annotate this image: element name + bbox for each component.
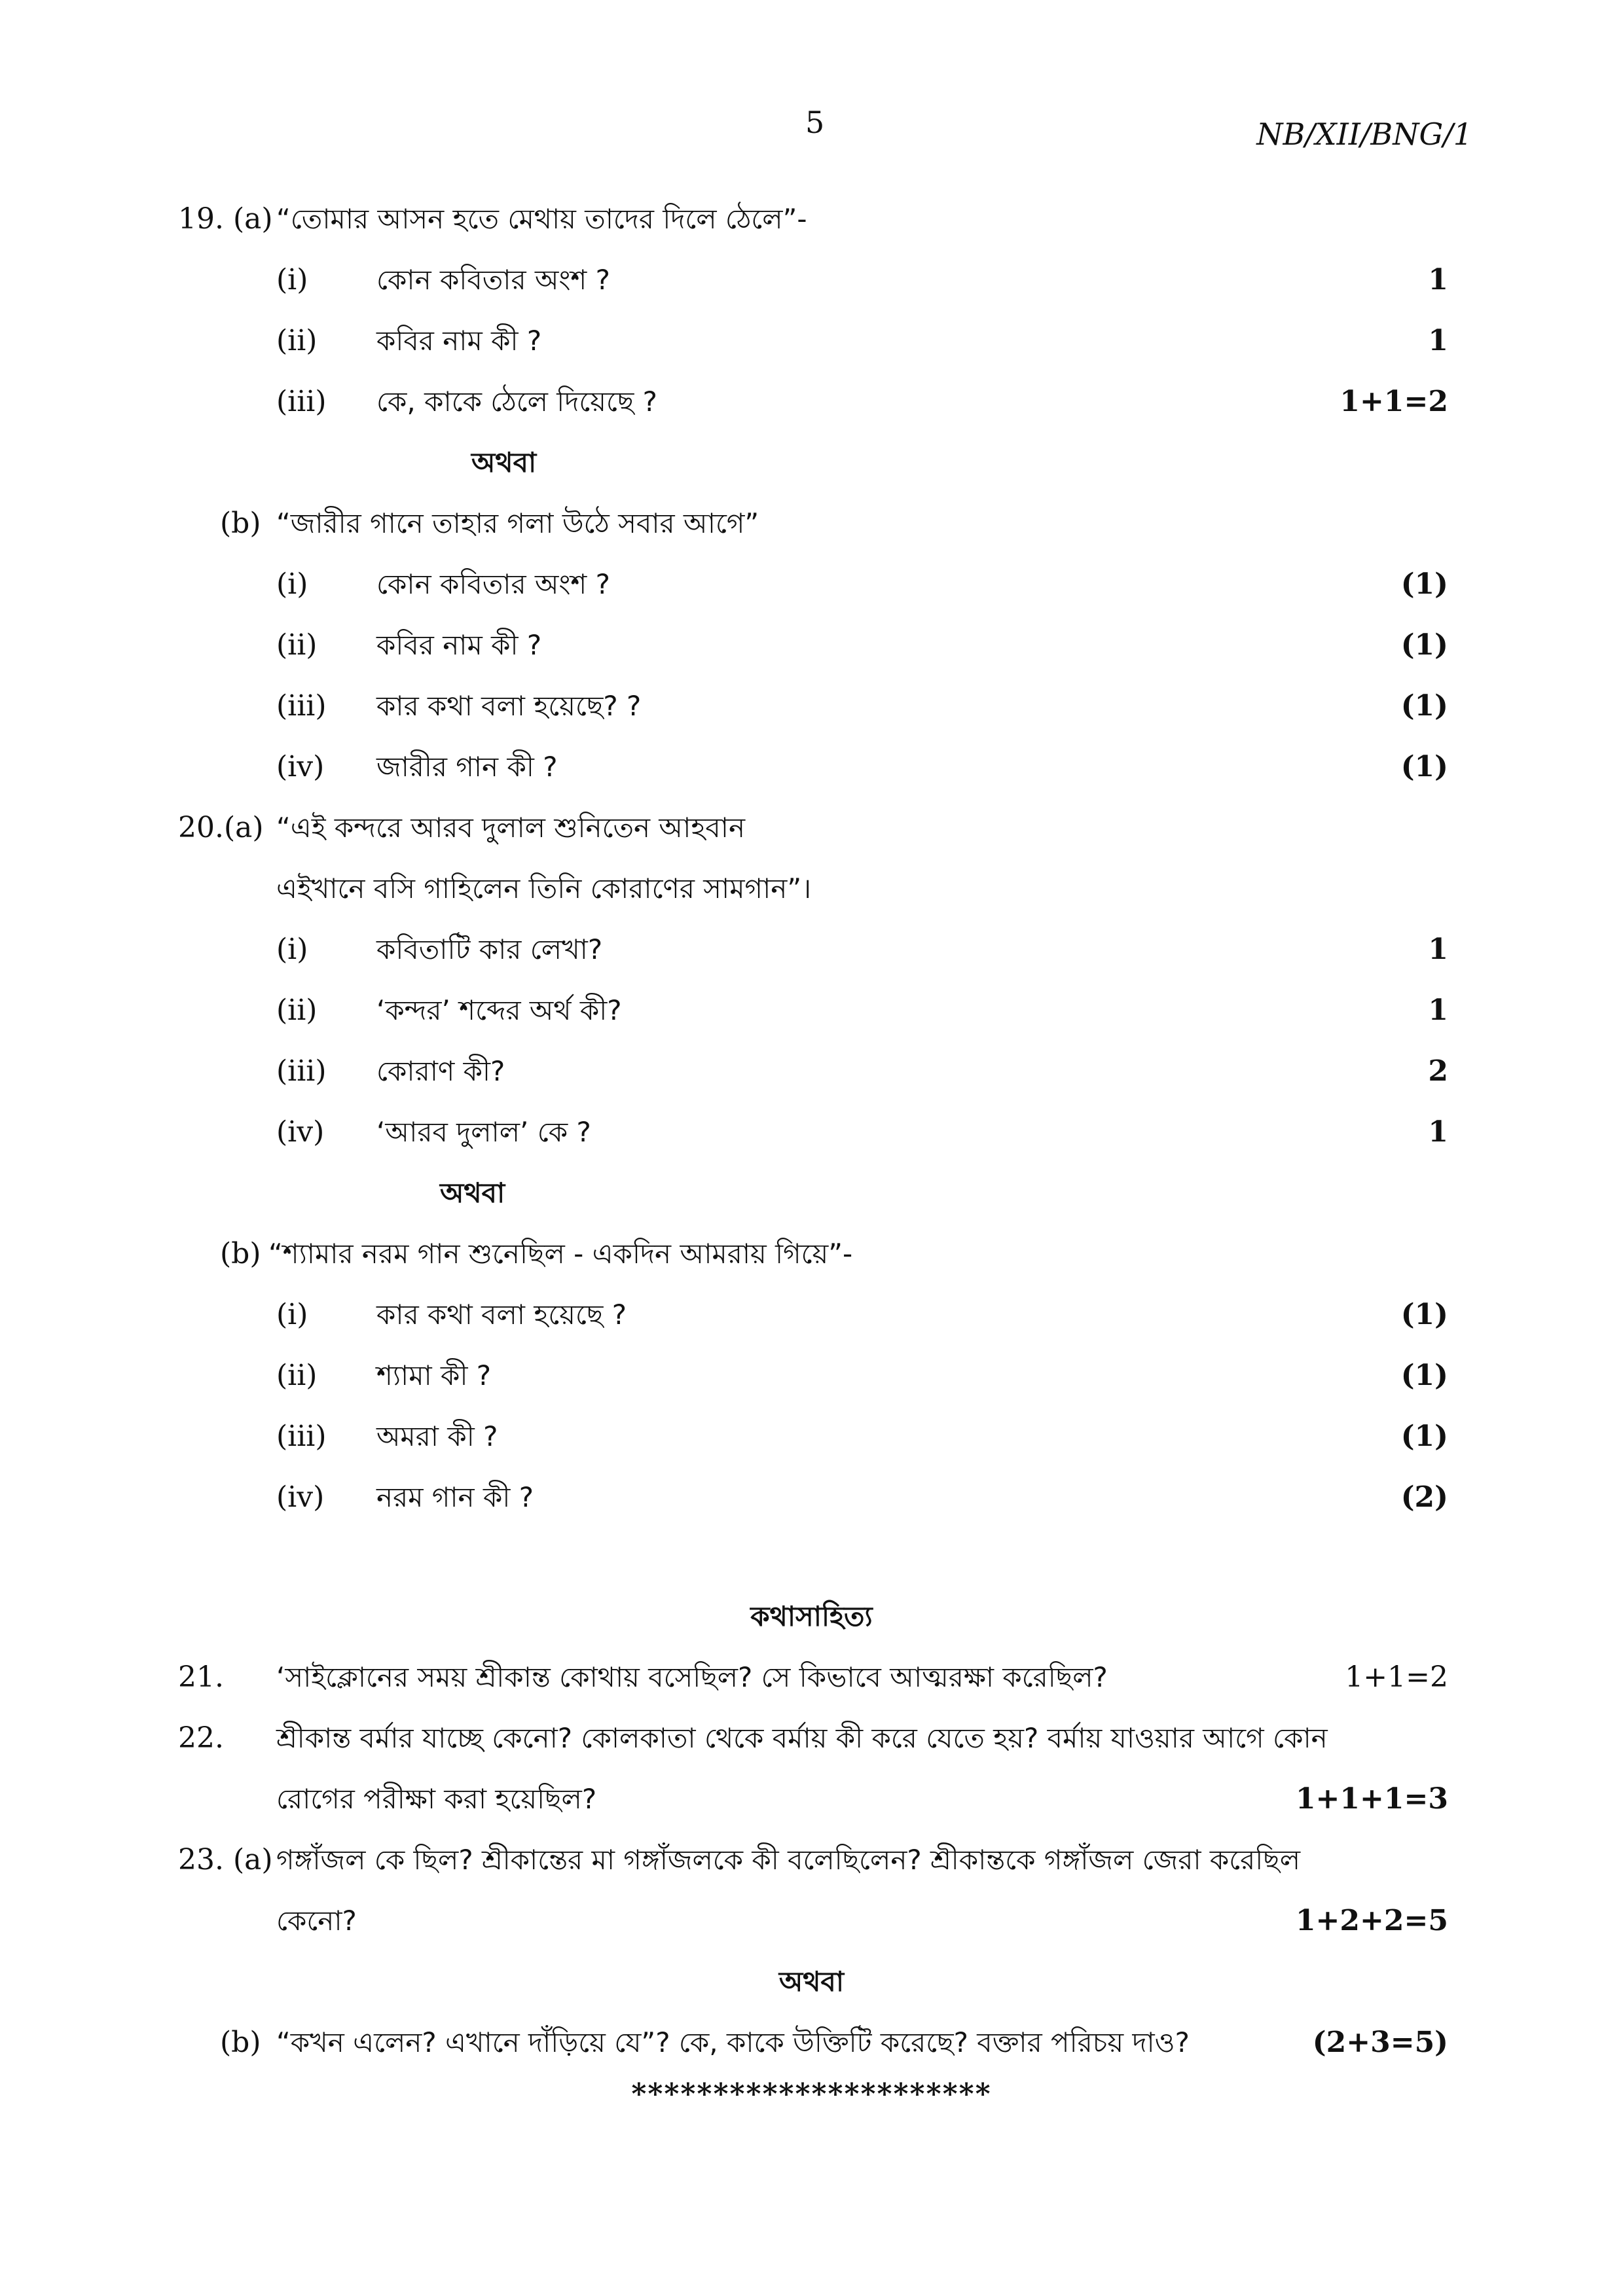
q19b-i-label: (i) bbox=[276, 567, 308, 601]
q20a-quote-line1: “এই কন্দরে আরব দুলাল শুনিতেন আহবান bbox=[276, 812, 746, 844]
q19a-ii-label: (ii) bbox=[276, 324, 318, 357]
q23a-number: 23. (a) bbox=[178, 1843, 273, 1876]
q20b-ii-text: শ্যামা কী ? bbox=[376, 1359, 492, 1391]
q19b-number: (b) bbox=[220, 507, 261, 540]
q21-marks: 1+1=2 bbox=[1345, 1660, 1448, 1694]
q20a-iv-marks: 1 bbox=[1428, 1115, 1448, 1149]
q20b-iv-text: নরম গান কী ? bbox=[376, 1481, 534, 1513]
q20-or-label: অথবা bbox=[440, 1177, 505, 1209]
q20b-ii-marks: (1) bbox=[1400, 1359, 1448, 1392]
q20b-ii-label: (ii) bbox=[276, 1359, 318, 1392]
q20b-quote: “শ্যামার নরম গান শুনেছিল - একদিন আমরায় গিয়ে”- bbox=[268, 1238, 853, 1270]
q19a-i-label: (i) bbox=[276, 263, 308, 296]
q20a-ii-label: (ii) bbox=[276, 994, 318, 1027]
q19a-number: 19. (a) bbox=[178, 202, 273, 236]
q19a-iii-text: কে, কাকে ঠেলে দিয়েছে ? bbox=[376, 386, 657, 418]
q20a-quote-line2: এইখানে বসি গাহিলেন তিনি কোরাণের সামগান”। bbox=[276, 872, 812, 905]
q20b-iv-marks: (2) bbox=[1400, 1480, 1448, 1514]
q20a-ii-text: ‘কন্দর’ শব্দের অর্থ কী? bbox=[376, 994, 622, 1026]
q22-line1: শ্রীকান্ত বর্মার যাচ্ছে কেনো? কোলকাতা থেকে বর্মায় কী করে যেতে হয়? বর্মায় যাওয়ার আগে কোন bbox=[276, 1722, 1328, 1754]
q19b-ii-label: (ii) bbox=[276, 628, 318, 662]
q20a-iii-label: (iii) bbox=[276, 1054, 327, 1088]
footer-asterisks: ********************** bbox=[631, 2077, 992, 2111]
q19a-i-marks: 1 bbox=[1428, 263, 1448, 296]
q21-number: 21. bbox=[178, 1660, 224, 1694]
q20a-ii-marks: 1 bbox=[1428, 994, 1448, 1027]
paper-code: NB/XII/BNG/1 bbox=[1256, 117, 1472, 152]
q19b-i-marks: (1) bbox=[1400, 567, 1448, 601]
q23a-marks: 1+2+2=5 bbox=[1295, 1904, 1448, 1937]
q20b-iii-text: অমরা কী ? bbox=[376, 1420, 498, 1452]
q19a-ii-text: কবির নাম কী ? bbox=[376, 325, 542, 357]
q19b-iv-label: (iv) bbox=[276, 750, 325, 783]
q20a-i-marks: 1 bbox=[1428, 933, 1448, 966]
q19b-ii-marks: (1) bbox=[1400, 628, 1448, 662]
q22-line2: রোগের পরীক্ষা করা হয়েছিল? bbox=[276, 1783, 597, 1815]
q19b-i-text: কোন কবিতার অংশ ? bbox=[376, 568, 610, 600]
q20b-iii-marks: (1) bbox=[1400, 1420, 1448, 1453]
q20b-i-text: কার কথা বলা হয়েছে ? bbox=[376, 1299, 627, 1331]
q20a-iv-label: (iv) bbox=[276, 1115, 325, 1149]
q19b-iv-text: জারীর গান কী ? bbox=[376, 751, 558, 783]
page-number: 5 bbox=[805, 105, 825, 140]
q23b-number: (b) bbox=[220, 2026, 261, 2059]
q19b-quote: “জারীর গানে তাহার গলা উঠে সবার আগে” bbox=[276, 507, 759, 539]
q23b-marks: (2+3=5) bbox=[1312, 2026, 1448, 2059]
q23a-line1: গঙ্গাঁজল কে ছিল? শ্রীকান্তের মা গঙ্গাঁজলকে কী বলেছিলেন? শ্রীকান্তকে গঙ্গাঁজল জেরা করেছিল bbox=[276, 1844, 1301, 1876]
q20b-i-label: (i) bbox=[276, 1298, 308, 1331]
q20a-iii-marks: 2 bbox=[1428, 1054, 1448, 1088]
q19b-iv-marks: (1) bbox=[1400, 750, 1448, 783]
q20a-i-label: (i) bbox=[276, 933, 308, 966]
q19-or-label: অথবা bbox=[471, 446, 537, 478]
q20a-i-text: কবিতাটি কার লেখা? bbox=[376, 933, 603, 965]
q22-marks: 1+1+1=3 bbox=[1295, 1782, 1448, 1816]
q20a-iii-text: কোরাণ কী? bbox=[376, 1055, 505, 1087]
q19b-iii-marks: (1) bbox=[1400, 689, 1448, 723]
q20b-i-marks: (1) bbox=[1400, 1298, 1448, 1331]
q19a-iii-marks: 1+1=2 bbox=[1340, 385, 1448, 418]
q20a-number: 20.(a) bbox=[178, 811, 264, 844]
q19b-iii-label: (iii) bbox=[276, 689, 327, 723]
q21-text: ‘সাইক্লোনের সময় শ্রীকান্ত কোথায় বসেছিল? সে কিভাবে আত্মরক্ষা করেছিল? bbox=[276, 1661, 1108, 1693]
q19a-iii-label: (iii) bbox=[276, 385, 327, 418]
q20b-iii-label: (iii) bbox=[276, 1420, 327, 1453]
q19a-i-text: কোন কবিতার অংশ ? bbox=[376, 264, 610, 296]
q23-or-label: অথবা bbox=[778, 1965, 845, 1998]
q19b-iii-text: কার কথা বলা হয়েছে? ? bbox=[376, 690, 642, 722]
q19b-ii-text: কবির নাম কী ? bbox=[376, 629, 542, 661]
q22-number: 22. bbox=[178, 1721, 224, 1755]
q23b-text: “কখন এলেন? এখানে দাঁড়িয়ে যে”? কে, কাকে উক্তিটি করেছে? বক্তার পরিচয় দাও? bbox=[276, 2026, 1190, 2058]
q20b-iv-label: (iv) bbox=[276, 1480, 325, 1514]
q20a-iv-text: ‘আরব দুলাল’ কে ? bbox=[376, 1116, 591, 1148]
q19a-quote: “তোমার আসন হতে মেথায় তাদের দিলে ঠেলে”- bbox=[276, 203, 807, 235]
q20b-number: (b) bbox=[220, 1237, 261, 1270]
q19a-ii-marks: 1 bbox=[1428, 324, 1448, 357]
q23a-line2: কেনো? bbox=[276, 1905, 357, 1937]
section-title: কথাসাহিত্য bbox=[750, 1600, 873, 1632]
